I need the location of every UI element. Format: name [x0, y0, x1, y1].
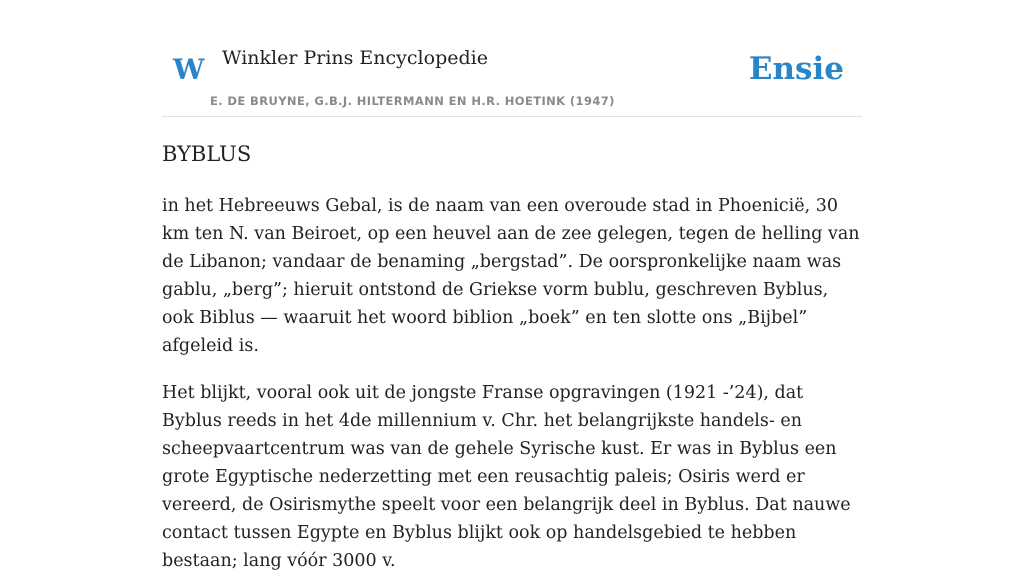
site-header: [162, 0, 862, 117]
wp-logo[interactable]: W: [173, 53, 205, 86]
page: [162, 0, 862, 571]
article-paragraph: in het Hebreeuws Gebal, is de naam van een overoude stad in Phoenicië, 30 km ten N. van Beiroet, op een heuvel aan de zee gelegen, tegen de helling van de Libanon; vandaar de benaming „bergstad”. De oorspronkelijke naam was gablu, „berg”; hieruit ontstond de Griekse vorm bublu, geschreven Byblus, ook Biblus — waaruit het woord biblion „boek” en ten slotte ons „Bijbel” afgeleid is.: [162, 196, 860, 356]
ensie-logo-link[interactable]: Ensie: [748, 51, 844, 87]
article-headword: BYBLUS: [162, 142, 252, 166]
article-paragraph: Het blijkt, vooral ook uit de jongste Franse opgravingen (1921 -’24), dat Byblus reeds in het 4de millennium v. Chr. het belangrijkste handels- en scheepvaartcentrum was van de gehele Syrische kust. Er was in Byblus een grote Egyptische nederzetting met een reusachtig paleis; Osiris werd er vereerd, de Osirismythe speelt voor een belangrijk deel in Byblus. Dat nauwe contact tussen Egypte en Byblus blijkt ook op handelsgebied te hebben bestaan; lang vóór 3000 v.: [162, 383, 851, 571]
site-title[interactable]: Winkler Prins Encyclopedie: [222, 47, 488, 69]
authors-credit: E. DE BRUYNE, G.B.J. HILTERMANN EN H.R. HOETINK (1947): [210, 94, 615, 108]
article: [162, 138, 862, 575]
